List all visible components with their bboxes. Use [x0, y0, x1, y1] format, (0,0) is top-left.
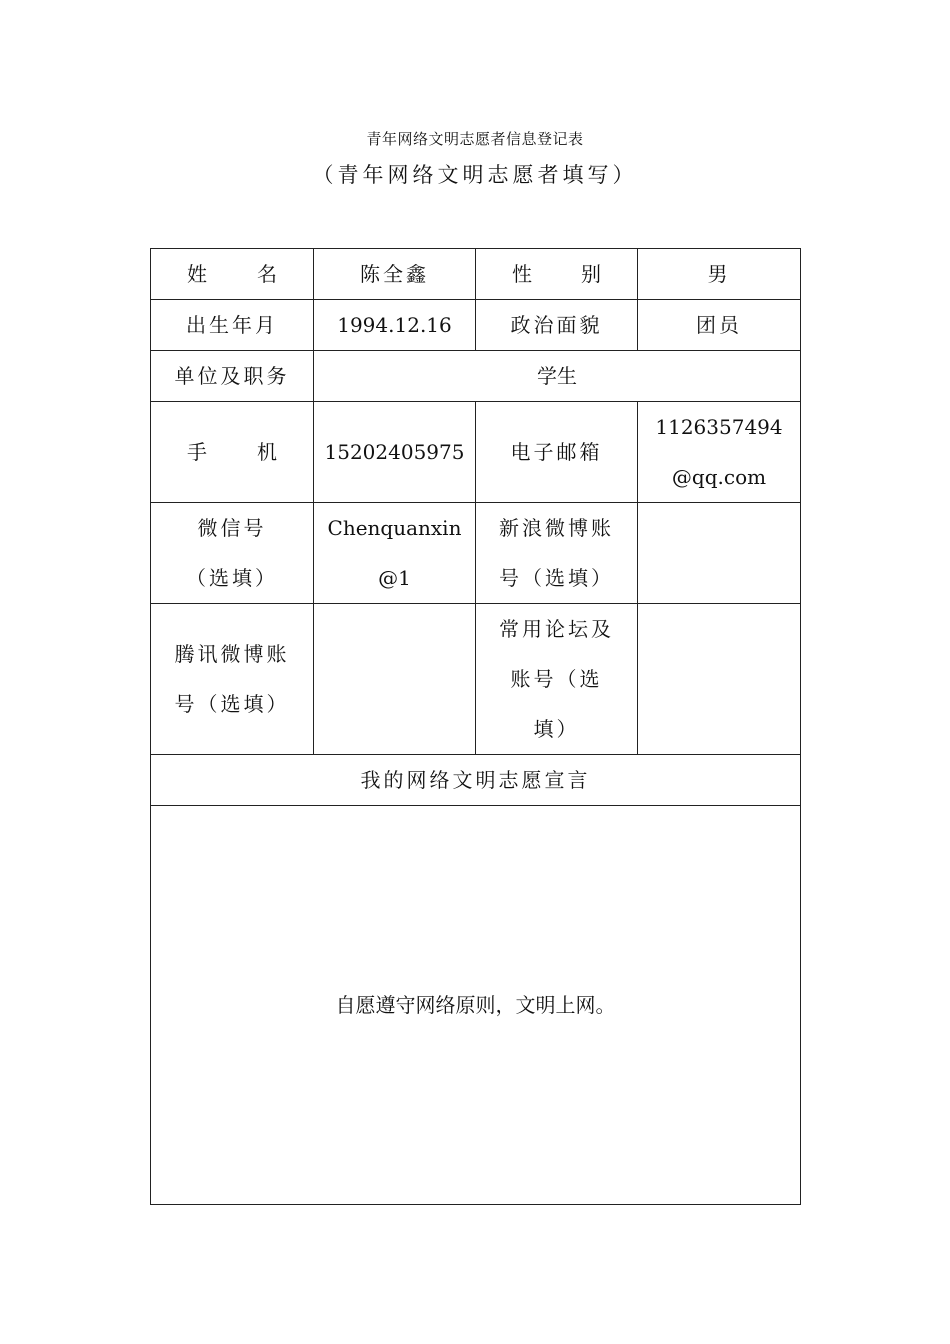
declaration-text[interactable]: 自愿遵守网络原则，文明上网。 — [151, 806, 801, 1205]
unit-label: 单位及职务 — [151, 351, 314, 402]
name-value[interactable]: 陈全鑫 — [314, 249, 476, 300]
birth-value[interactable]: 1994.12.16 — [314, 300, 476, 351]
political-label: 政治面貌 — [476, 300, 638, 351]
phone-value[interactable]: 15202405975 — [314, 402, 476, 503]
row-name-gender — [151, 249, 801, 300]
wechat-label: 微信号 （选填） — [151, 503, 314, 604]
sina-label: 新浪微博账 号（选填） — [476, 503, 638, 604]
unit-value[interactable]: 学生 — [314, 351, 801, 402]
gender-label: 性 别 — [476, 249, 638, 300]
row-birth-political — [151, 300, 801, 351]
wechat-value[interactable]: Chenquanxin @1 — [314, 503, 476, 604]
tencent-label: 腾讯微博账 号（选填） — [151, 604, 314, 755]
forum-label: 常用论坛及 账号（选 填） — [476, 604, 638, 755]
phone-label: 手 机 — [151, 402, 314, 503]
row-wechat-sina — [151, 503, 801, 604]
forum-value[interactable] — [638, 604, 801, 755]
gender-value[interactable]: 男 — [638, 249, 801, 300]
registration-table — [150, 248, 801, 1205]
form-subtitle: （青年网络文明志愿者填写） — [312, 163, 638, 187]
birth-label: 出生年月 — [151, 300, 314, 351]
row-declaration-body — [151, 806, 801, 1205]
form-title: 青年网络文明志愿者信息登记表 — [366, 130, 584, 148]
row-declaration-header — [151, 755, 801, 806]
political-value[interactable]: 团员 — [638, 300, 801, 351]
row-unit — [151, 351, 801, 402]
email-value[interactable]: 1126357494 @qq.com — [638, 402, 801, 503]
row-phone-email — [151, 402, 801, 503]
email-label: 电子邮箱 — [476, 402, 638, 503]
name-label: 姓 名 — [151, 249, 314, 300]
row-tencent-forum — [151, 604, 801, 755]
declaration-label: 我的网络文明志愿宣言 — [151, 755, 801, 806]
sina-value[interactable] — [638, 503, 801, 604]
tencent-value[interactable] — [314, 604, 476, 755]
